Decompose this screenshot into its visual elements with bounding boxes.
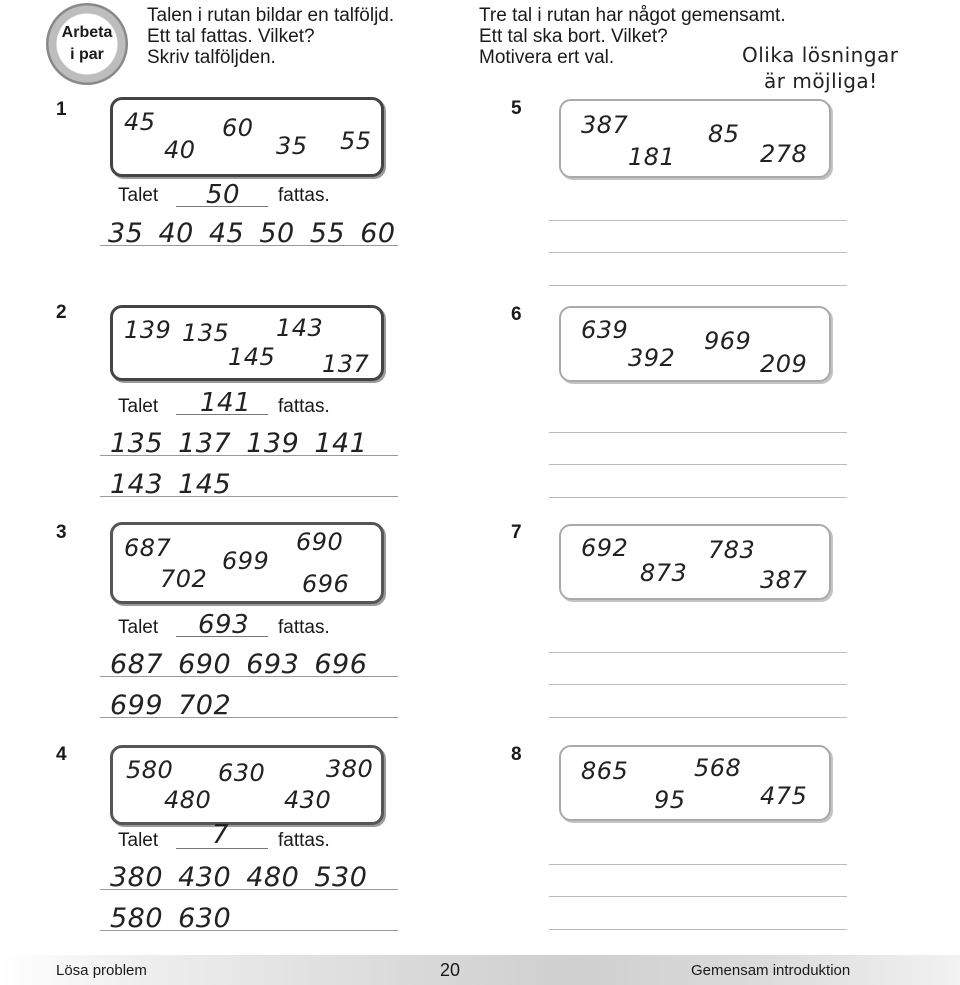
answer-value: 7: [212, 820, 230, 850]
problem-number: 8: [511, 744, 522, 765]
box-number: 60: [222, 114, 254, 142]
handwritten-note: [742, 42, 899, 94]
writing-line: [549, 464, 847, 465]
sequence-line: 699 702: [110, 690, 232, 721]
box-number: 580: [126, 756, 174, 784]
problem-number: 2: [56, 302, 67, 323]
box-number: 85: [708, 120, 740, 148]
fattas-label: fattas.: [278, 830, 330, 851]
box-number: 95: [654, 786, 686, 814]
left-instructions: [147, 5, 394, 68]
box-number: 639: [581, 316, 629, 344]
sequence-line: 580 630: [110, 903, 232, 934]
box-number: 40: [164, 136, 196, 164]
box-number: 702: [160, 565, 208, 593]
answer-value: 141: [200, 388, 252, 418]
page-footer: [0, 955, 960, 985]
talet-label: Talet: [118, 185, 159, 206]
box-number: 783: [708, 536, 756, 564]
left-instruction-line: Talen i rutan bildar en talföljd.: [147, 5, 395, 26]
fattas-label: fattas.: [278, 396, 330, 417]
box-number: 35: [276, 132, 308, 160]
box-number: 969: [704, 327, 752, 355]
box-number: 692: [581, 534, 629, 562]
writing-line: [549, 432, 847, 433]
problem-number: 5: [511, 98, 522, 119]
box-number: 209: [760, 350, 808, 378]
writing-line: [549, 652, 847, 653]
box-number: 690: [296, 528, 344, 556]
talet-label: Talet: [118, 830, 159, 851]
footer-chapter-title: Gemensam introduktion: [691, 962, 851, 979]
writing-line: [549, 285, 847, 286]
writing-line: [549, 864, 847, 865]
box-number: 387: [760, 566, 808, 594]
badge-text: [46, 22, 128, 66]
box-number: 873: [640, 559, 688, 587]
sequence-line: 35 40 45 50 55 60: [108, 218, 396, 249]
box-number: 687: [124, 534, 172, 562]
problem-number: 1: [56, 99, 67, 120]
box-number: 45: [124, 108, 156, 136]
answer-value: 50: [206, 180, 241, 210]
right-instructions: [479, 5, 786, 68]
box-number: 699: [222, 547, 270, 575]
problem-number: 4: [56, 744, 67, 765]
box-number: 865: [581, 757, 629, 785]
answer-value: 693: [198, 610, 250, 640]
box-number: 135: [182, 319, 230, 347]
fattas-label: fattas.: [278, 185, 330, 206]
problem-number: 7: [511, 522, 522, 543]
left-instruction-line: Skriv talföljden.: [147, 47, 276, 68]
sequence-line: 380 430 480 530: [110, 862, 368, 893]
badge-line-2: i par: [70, 46, 104, 63]
box-number: 139: [124, 316, 172, 344]
writing-line: [549, 717, 847, 718]
box-number: 145: [228, 343, 276, 371]
writing-line: [549, 220, 847, 221]
right-instruction-line: Motivera ert val.: [479, 47, 615, 68]
writing-line: [549, 929, 847, 930]
box-number: 696: [302, 570, 350, 598]
box-number: 143: [276, 314, 324, 342]
box-number: 392: [628, 344, 676, 372]
writing-line: [549, 684, 847, 685]
note-line-2: är möjliga!: [764, 69, 878, 93]
box-number: 475: [760, 782, 808, 810]
box-number: 630: [218, 759, 266, 787]
box-number: 181: [628, 143, 676, 171]
badge-line-1: Arbeta: [61, 24, 113, 41]
sequence-line: 143 145: [110, 469, 232, 500]
box-number: 380: [326, 755, 374, 783]
right-instruction-line: Tre tal i rutan har något gemensamt.: [479, 5, 786, 26]
writing-line: [549, 497, 847, 498]
box-number: 480: [164, 786, 212, 814]
box-number: 278: [760, 140, 808, 168]
talet-label: Talet: [118, 617, 159, 638]
right-instruction-line: Ett tal ska bort. Vilket?: [479, 26, 668, 47]
footer-section-title: Lösa problem: [56, 962, 147, 979]
left-instruction-line: Ett tal fattas. Vilket?: [147, 26, 315, 47]
problem-number: 6: [511, 304, 522, 325]
box-number: 137: [322, 350, 370, 378]
box-number: 387: [581, 111, 629, 139]
box-number: 55: [340, 127, 372, 155]
talet-label: Talet: [118, 396, 159, 417]
writing-line: [549, 896, 847, 897]
fattas-label: fattas.: [278, 617, 330, 638]
note-line-1: Olika lösningar: [742, 43, 899, 67]
sequence-line: 687 690 693 696: [110, 649, 368, 680]
arbeta-i-par-badge: [46, 3, 128, 85]
problem-number: 3: [56, 522, 67, 543]
sequence-line: 135 137 139 141: [110, 428, 368, 459]
box-number: 430: [284, 786, 332, 814]
writing-line: [549, 252, 847, 253]
page-number: 20: [440, 960, 461, 980]
box-number: 568: [694, 754, 742, 782]
